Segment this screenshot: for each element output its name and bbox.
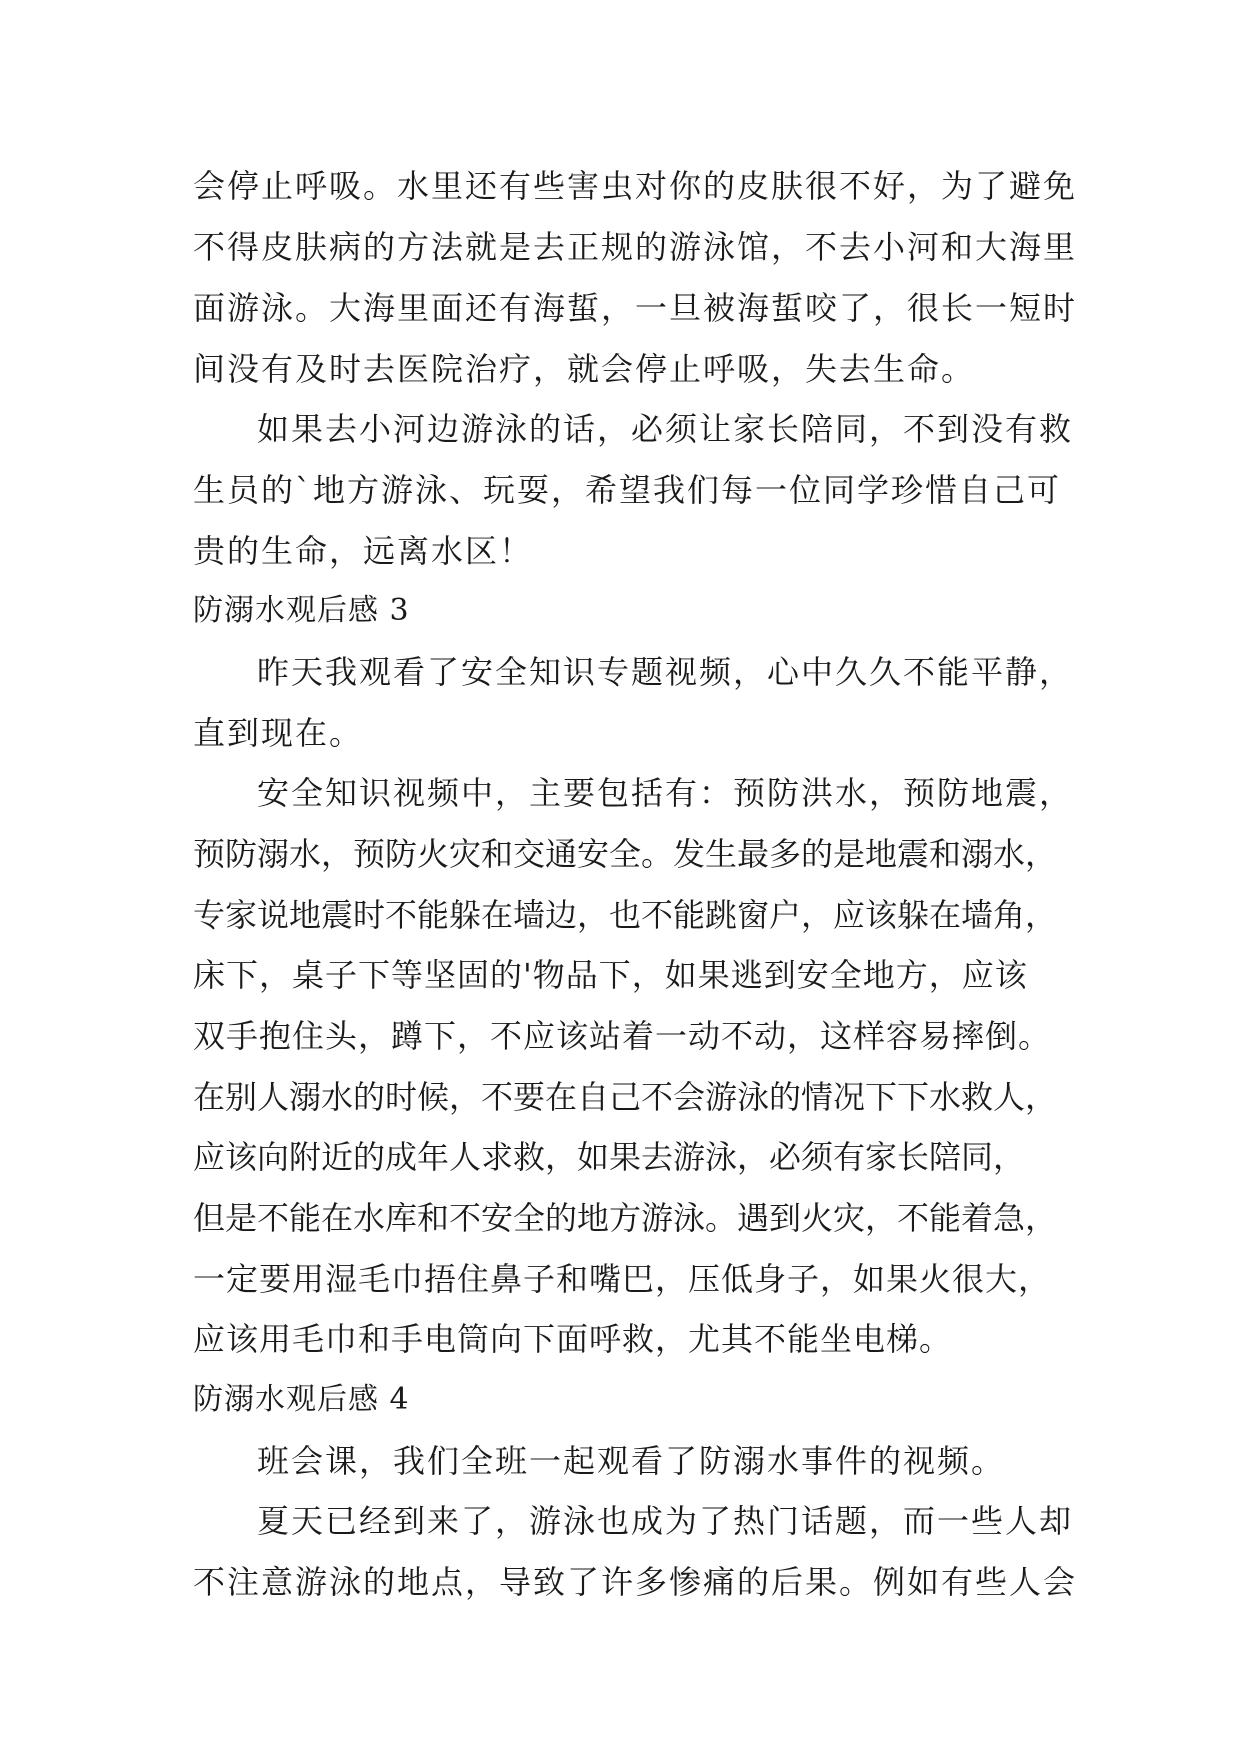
- paragraph-line: 一定要用湿毛巾捂住鼻子和嘴巴，压低身子，如果火很大，: [193, 1260, 1052, 1298]
- paragraph-line: 应该用毛巾和手电筒向下面呼救，尤其不能坐电梯。: [193, 1320, 953, 1358]
- paragraph-line: 应该向附近的成年人求救，如果去游泳，必须有家长陪同，: [193, 1138, 1026, 1176]
- paragraph-line: 预防溺水，预防火灾和交通安全。发生最多的是地震和溺水，: [193, 835, 1058, 873]
- paragraph-line: 会停止呼吸。水里还有些害虫对你的皮肤很不好，为了避免: [193, 167, 1078, 205]
- paragraph-line: 面游泳。大海里面还有海蜇，一旦被海蜇咬了，很长一短时: [193, 289, 1078, 327]
- paragraph-line: 床下，桌子下等坚固的'物品下，如果逃到安全地方，应该: [193, 956, 1028, 994]
- paragraph-line: 在别人溺水的时候，不要在自己不会游泳的情况下下水救人，: [193, 1078, 1058, 1116]
- paragraph-line: 贵的生命，远离水区！: [193, 532, 534, 570]
- paragraph-line: 班会课，我们全班一起观看了防溺水事件的视频。: [257, 1442, 1006, 1480]
- paragraph-line: 双手抱住头，蹲下，不应该站着一动不动，这样容易摔倒。: [193, 1017, 1052, 1055]
- paragraph-line: 不得皮肤病的方法就是去正规的游泳馆，不去小河和大海里: [193, 228, 1078, 266]
- paragraph-line: 夏天已经到来了，游泳也成为了热门话题，而一些人却: [257, 1502, 1074, 1540]
- paragraph-line: 专家说地震时不能躲在墙边，也不能跳窗户，应该躲在墙角，: [193, 896, 1058, 934]
- paragraph-line: 直到现在。: [193, 714, 364, 752]
- paragraph-line: 生员的`地方游泳、玩耍，希望我们每一位同学珍惜自己可: [193, 471, 1062, 509]
- paragraph-line: 但是不能在水库和不安全的地方游泳。遇到火灾，不能着急，: [193, 1199, 1058, 1237]
- section-heading: 防溺水观后感 4: [193, 1382, 410, 1417]
- paragraph-line: 如果去小河边游泳的话，必须让家长陪同，不到没有救: [257, 410, 1074, 448]
- section-heading: 防溺水观后感 3: [193, 593, 410, 628]
- paragraph-line: 昨天我观看了安全知识专题视频，心中久久不能平静，: [257, 653, 1074, 691]
- paragraph-line: 不注意游泳的地点，导致了许多惨痛的后果。例如有些人会: [193, 1563, 1078, 1601]
- paragraph-line: 安全知识视频中，主要包括有：预防洪水，预防地震，: [257, 774, 1074, 812]
- paragraph-line: 间没有及时去医院治疗，就会停止呼吸，失去生命。: [193, 350, 976, 388]
